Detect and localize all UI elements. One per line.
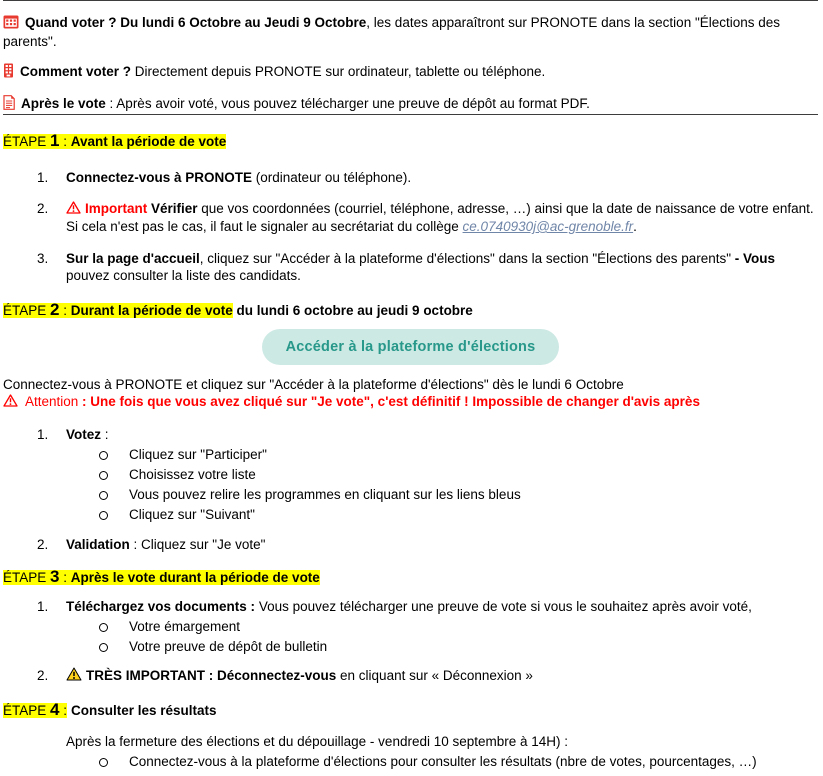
item-number: 2.	[37, 201, 49, 216]
item-number: 3.	[37, 251, 49, 266]
item-text: Vous pouvez télécharger une preuve de vote si vous le souhaitez après avoir voté,	[255, 599, 752, 614]
item-number: 1.	[37, 427, 49, 442]
section-divider	[3, 114, 818, 115]
intro-apres-bold: Après le vote	[21, 96, 106, 111]
intro-apres	[3, 95, 818, 114]
tres-important-label: TRÈS IMPORTANT	[86, 668, 205, 683]
item-bold-text-2: - Vous	[734, 251, 776, 266]
documents-sub-1	[99, 617, 818, 637]
etape2-instruction: Connectez-vous à PRONOTE et cliquez sur "Accéder à la plateforme d'élections" dès le lundi 6 Octobre	[3, 377, 624, 392]
warning-red-icon	[66, 201, 81, 218]
sub-item-text: Vous pouvez relire les programmes en cliquant sur les liens bleus	[129, 487, 521, 502]
circle-bullet-icon	[99, 643, 108, 652]
button-row	[3, 329, 818, 365]
document-icon	[3, 95, 15, 114]
intro-quand-bold: Quand voter ? Du lundi 6 Octobre au Jeudi 9 Octobre	[25, 15, 367, 30]
etape2-sep: :	[59, 303, 71, 318]
circle-bullet-icon	[99, 623, 108, 632]
item-bold-text: Téléchargez vos documents :	[66, 599, 256, 614]
etape3-label: ÉTAPE	[3, 570, 51, 585]
important-label: Important	[85, 201, 148, 216]
warning-red-icon	[3, 394, 18, 411]
sub-item-text: Cliquez sur "Participer"	[129, 447, 267, 462]
circle-bullet-icon	[99, 451, 108, 460]
resultats-sub-1	[99, 752, 818, 772]
item-number: 2.	[37, 537, 49, 552]
sub-item-text: Cliquez sur "Suivant"	[129, 507, 255, 522]
intro-apres-rest: : Après avoir voté, vous pouvez télécharger une preuve de dépôt au format PDF.	[105, 96, 590, 111]
item-bold-text: Sur la page d'accueil	[66, 251, 200, 266]
secretariat-email-link[interactable]: ce.0740930j@ac-grenoble.fr	[462, 219, 634, 234]
etape2-title: Durant la période de vote	[70, 303, 233, 318]
etape2-dates: du lundi 6 octobre au jeudi 9 octobre	[232, 303, 473, 318]
intro-quand-rest: , les dates apparaîtront sur PRONOTE dans la section "Élections des parents".	[3, 15, 781, 49]
item-number: 2.	[37, 668, 49, 683]
sub-item-text: Votre preuve de dépôt de bulletin	[129, 639, 328, 654]
etape1-item-3	[37, 250, 818, 284]
etape2-number: 2	[50, 300, 60, 319]
item-sep: :	[205, 668, 217, 683]
etape2-item-1	[37, 426, 818, 443]
item-bold-text-2: Déconnectez-vous	[217, 668, 337, 683]
etape1-label: ÉTAPE	[3, 134, 51, 149]
item-bold-text: Connectez-vous à PRONOTE	[66, 170, 253, 185]
attention-bold-text: : Une fois que vous avez cliqué sur "Je vote", c'est définitif ! Impossible de changer d'avis après	[78, 394, 700, 409]
circle-bullet-icon	[99, 758, 108, 767]
intro-quand	[3, 14, 818, 50]
etape3-highlight	[3, 567, 320, 586]
etape3-number: 3	[50, 567, 60, 586]
etape4-instruction: Après la fermeture des élections et du dépouillage - vendredi 10 septembre à 14H) :	[66, 734, 569, 749]
intro-comment-rest: Directement depuis PRONOTE sur ordinateur, tablette ou téléphone.	[131, 64, 546, 79]
etape4-sep: :	[59, 703, 67, 718]
etape2-label: ÉTAPE	[3, 303, 51, 318]
circle-bullet-icon	[99, 511, 108, 520]
etape3-title: Après le vote durant la période de vote	[70, 570, 320, 585]
item-number: 1.	[37, 170, 49, 185]
etape4-highlight	[3, 700, 67, 719]
warning-yellow-icon	[66, 667, 82, 685]
circle-bullet-icon	[99, 471, 108, 480]
sub-item-text: Votre émargement	[129, 619, 241, 634]
etape1-highlight	[3, 131, 227, 150]
item-text: :	[101, 427, 109, 442]
etape1-sep: :	[59, 134, 71, 149]
etape2-highlight	[3, 300, 233, 319]
intro-comment-bold: Comment voter ?	[20, 64, 132, 79]
etape4-heading	[3, 699, 818, 721]
etape4-label: ÉTAPE	[3, 703, 51, 718]
etape1-item-1	[37, 169, 818, 186]
item-text-end: .	[633, 219, 637, 234]
sub-item-text: Connectez-vous à la plateforme d'élections pour consulter les résultats (nbre de votes, pourcentages, …)	[129, 754, 757, 769]
item-text-2: pouvez consulter la liste des candidats.	[66, 268, 301, 283]
votez-sub-1	[99, 445, 818, 465]
intro-comment	[3, 63, 818, 82]
etape3-item-1	[37, 598, 818, 615]
item-text: en cliquant sur « Déconnexion »	[336, 668, 533, 683]
item-bold-text: Vérifier	[147, 201, 198, 216]
etape1-item-2	[37, 200, 818, 235]
etape1-heading	[3, 130, 818, 152]
item-bold-text: Votez	[66, 427, 102, 442]
etape4-number: 4	[50, 700, 60, 719]
votez-sub-3	[99, 485, 818, 505]
documents-sub-2	[99, 637, 818, 657]
etape1-number: 1	[50, 131, 60, 150]
item-number: 1.	[37, 599, 49, 614]
sub-item-text: Choisissez votre liste	[129, 467, 256, 482]
calendar-icon	[3, 14, 19, 33]
phone-icon	[3, 63, 14, 82]
etape3-heading	[3, 566, 818, 588]
etape3-item-2	[37, 667, 818, 685]
etape4-title: Consulter les résultats	[71, 703, 217, 718]
etape2-heading	[3, 299, 818, 321]
etape3-sep: :	[59, 570, 71, 585]
attention-line	[3, 393, 818, 411]
etape2-item-2	[37, 536, 818, 553]
circle-bullet-icon	[99, 491, 108, 500]
item-bold-text: Validation	[66, 537, 130, 552]
etape1-title: Avant la période de vote	[70, 134, 227, 149]
item-text: (ordinateur ou téléphone).	[252, 170, 412, 185]
votez-sub-4	[99, 505, 818, 525]
item-text: : Cliquez sur "Je vote"	[129, 537, 266, 552]
item-text: que vos coordonnées (courriel, téléphone, adresse, …) ainsi que la date de naissance de votre enfant. Si cela n'est pas le cas, il faut le signaler au secrétariat du collège	[66, 201, 814, 234]
attention-label: Attention	[22, 394, 79, 409]
votez-sub-2	[99, 465, 818, 485]
acceder-plateforme-button[interactable]: Accéder à la plateforme d'élections	[262, 329, 560, 365]
item-text: , cliquez sur "Accéder à la plateforme d'élections" dans la section "Élections des parents"	[199, 251, 735, 266]
top-divider	[3, 0, 818, 1]
